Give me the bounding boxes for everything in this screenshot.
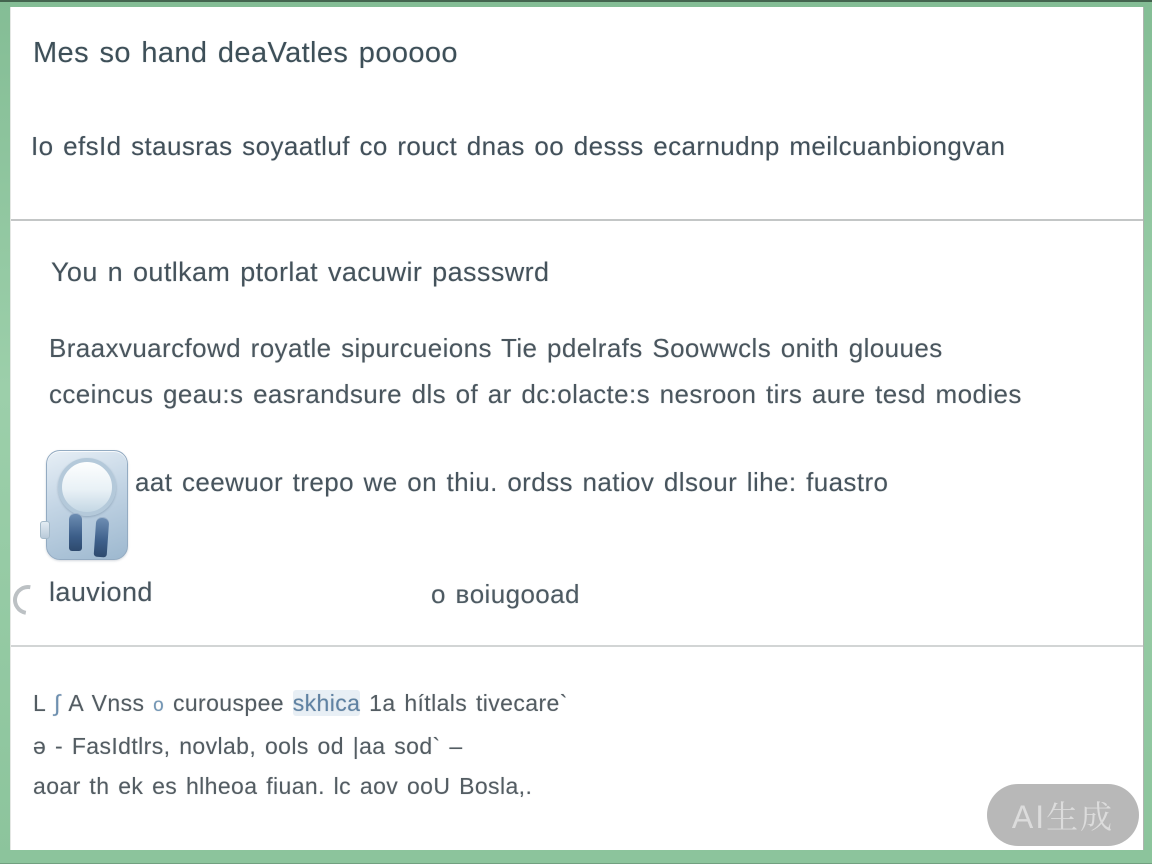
footer-line1-blue-glyph: ∫: [54, 690, 61, 716]
footer-block: [33, 683, 1033, 806]
stray-curve-mark: [10, 579, 49, 621]
section-body: [49, 325, 1099, 417]
section-heading: You n outlkam ptorlat vacuwir passswrd: [51, 257, 550, 287]
footer-line-2: ǝ - FasIdtlrs, novlab, ools od |aa sod` –: [33, 733, 463, 759]
footer-divider: [11, 645, 1143, 647]
footer-line1-highlight: skhica: [292, 690, 361, 716]
footer-line1-seg-g: 1a hítlals tivecare`: [369, 690, 568, 716]
footer-line1-seg-e: curouspee: [172, 690, 284, 716]
footer-line1-seg-c: A Vnss: [68, 690, 154, 716]
link-right[interactable]: o ʙoiugooad: [431, 579, 580, 609]
content-page: [10, 7, 1144, 850]
header-divider: [11, 219, 1143, 221]
page-title: Mes so hand deaVatles pooooo: [33, 37, 458, 69]
link-left[interactable]: lauviond: [49, 577, 153, 607]
search-users-icon: [46, 450, 128, 560]
magnifier-lens-icon: [58, 458, 116, 516]
footer-line1-seg-a: L: [33, 690, 55, 716]
user-figure-icon: [94, 517, 110, 558]
icon-tab-detail: [40, 521, 50, 539]
ai-generated-badge: AI生成: [987, 784, 1139, 846]
section-body-line-1: Braaxvuarcfowd royatle sipurcueions Tie pdelrafs Soowwcls onith glouues: [49, 333, 943, 363]
page-subtitle: Io efsId stausras soyaatluf co rouct dnas oo desss ecarnudnp meilcuanbiongvan: [31, 131, 1006, 161]
footer-line-1: [33, 683, 1033, 726]
user-figure-icon: [69, 513, 82, 551]
section-body-line-2: cceincus geau:s easrandsure dls of ar dc:olacte:s nesroon tirs aure tesd modies: [49, 379, 1022, 409]
footer-line1-blue-dot: o: [153, 695, 165, 716]
footer-line-3: aoar th ek es hlheoa fiuan. lc aov ooU Bosla,.: [33, 773, 533, 799]
icon-note-text: aat ceewuor trepo we on thiu. ordss natiov dlsour lihe: fuastro: [135, 467, 889, 497]
